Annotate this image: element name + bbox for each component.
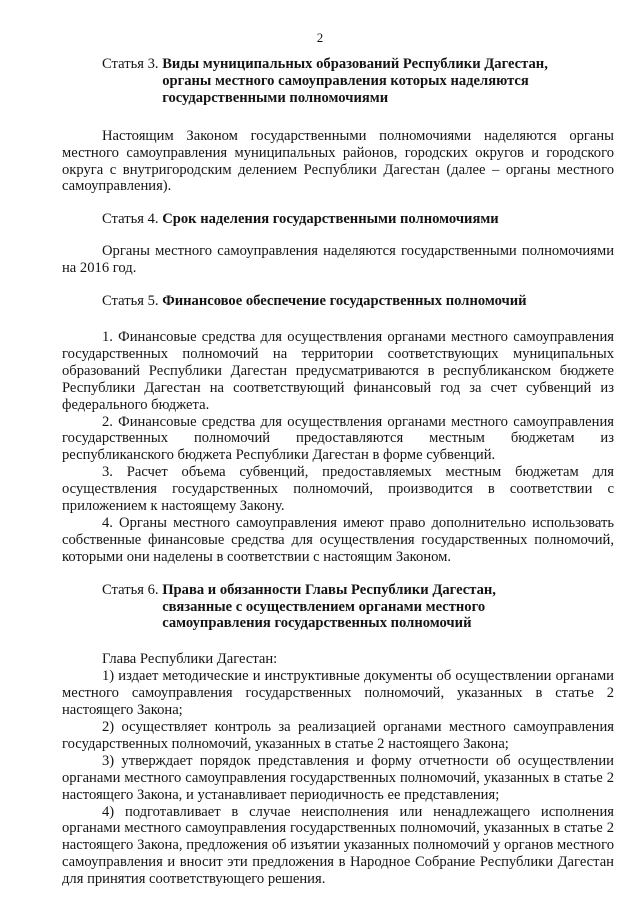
article-3-title-line: государственными полномочиями [162,89,389,106]
document-body [62,56,614,888]
article-6-title [162,582,614,633]
article-5-item: 4. Органы местного самоуправления имеют право дополнительно использовать собственные финансовые средства для осуществления государственных полномочий, которыми они наделены в соответствии с настоящим Законом. [62,514,614,565]
article-4-paragraph: Органы местного самоуправления наделяются государственными полномочиями на 2016 год. [62,243,614,277]
article-5-title: Финансовое обеспечение государственных полномочий [162,293,527,310]
article-3-title-line: Виды муниципальных образований Республики Дагестан, [162,56,548,72]
article-5-item: 3. Расчет объема субвенций, предоставляемых местным бюджетам для осуществления государственных полномочий, производится в соответствии с приложением к настоящему Закону. [62,464,614,515]
article-5-heading [62,293,614,310]
article-4-title: Срок наделения государственными полномочиями [162,211,499,228]
article-4-heading [62,211,614,228]
article-4-label: Статья 4. [102,211,163,228]
article-5-item: 1. Финансовые средства для осуществления органами местного самоуправления государственных полномочий на территории соответствующих муниципальных образований Республики Дагестан предусматриваются в республиканском бюджете Республики Дагестан на соответствующий финансовый год за счет субвенций из федерального бюджета. [62,328,614,413]
article-6-title-line: самоуправления государственных полномочий [162,615,472,632]
article-6-intro: Глава Республики Дагестан: [102,651,278,668]
article-6-label: Статья 6. [102,581,163,598]
article-3-paragraph: Настоящим Законом государственными полномочиями наделяются органы местного самоуправления муниципальных районов, городских округов и городского округа с внутригородским делением Республики Дагестан (далее – органы местного самоуправления). [62,127,614,195]
article-6-heading [62,582,614,633]
article-3-title [162,56,614,107]
article-3-label: Статья 3. [102,56,163,72]
page-number: 2 [316,30,324,45]
article-3-title-line: органы местного самоуправления которых наделяются [162,72,529,89]
article-5-label: Статья 5. [102,293,163,310]
article-5-item: 2. Финансовые средства для осуществления органами местного самоуправления государственных полномочий предоставляются местным бюджетам из республиканского бюджета Республики Дагестан в форме субвенций. [62,413,614,464]
article-6-item: 4) подготавливает в случае неисполнения или ненадлежащего исполнения органами местного самоуправления государственных полномочий, указанных в статье 2 настоящего Закона, предложения об изъятии указанных полномочий у органов местного самоуправления и вносит эти предложения в Народное Собрание Республики Дагестан для принятия соответствующего решения. [62,803,614,888]
article-6-item: 3) утверждает порядок представления и форму отчетности об осуществлении органами местного самоуправления государственных полномочий, указанных в статье 2 настоящего Закона, и устанавливает периодичность ее представления; [62,752,614,803]
article-6-title-line: связанные с осуществлением органами местного [162,598,486,615]
article-3-heading [62,56,614,107]
article-6-item: 2) осуществляет контроль за реализацией органами местного самоуправления государственных полномочий, указанных в статье 2 настоящего Закона; [62,719,614,752]
article-6-item: 1) издает методические и инструктивные документы об осуществлении органами местного самоуправления государственных полномочий, указанных в статье 2 настоящего Закона; [62,668,614,719]
article-6-title-line: Права и обязанности Главы Республики Дагестан, [162,581,496,598]
